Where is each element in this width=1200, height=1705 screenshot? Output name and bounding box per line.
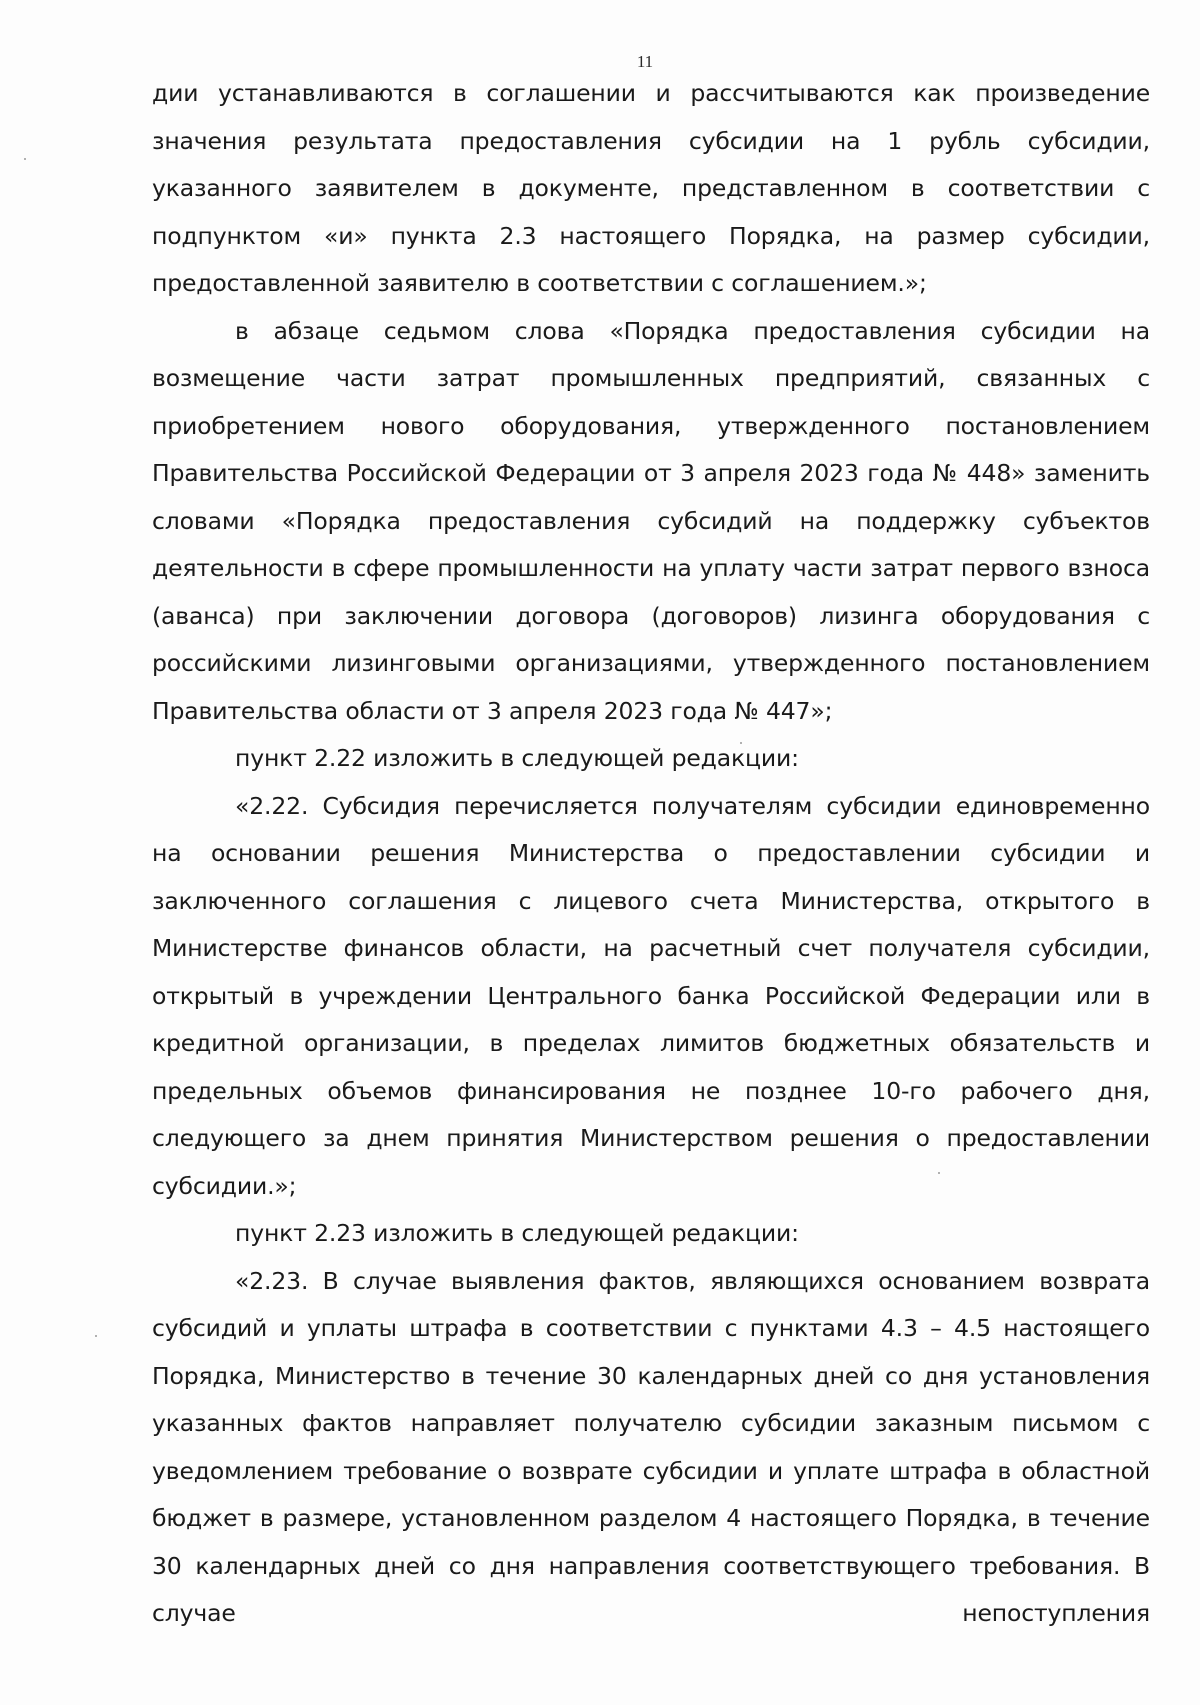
document-body [152, 70, 1150, 1638]
paragraph-continuation: дии устанавливаются в соглашении и рассчитываются как произведение значения результата предоставления субсидии на 1 рубль субсидии, указанного заявителем в документе, представленном в соответствии с подпунктом «и» пункта 2.3 настоящего Порядка, на размер субсидии, предоставленной заявителю в соответствии с соглашением.»; [152, 79, 1150, 297]
paragraph-item-2-22-intro: пункт 2.22 изложить в следующей редакции: [235, 744, 799, 772]
scan-speck [740, 742, 742, 744]
page-number: 11 [636, 52, 654, 71]
scan-speck [24, 158, 26, 160]
paragraph-item-2-22-text: «2.22. Субсидия перечисляется получателям субсидии единовременно на основании решения Министерства о предоставлении субсидии и заключенного соглашения с лицевого счета Министерства, открытого в Министерстве финансов области, на расчетный счет получателя субсидии, открытый в учреждении Центрального банка Российской Федерации или в кредитной организации, в пределах лимитов бюджетных обязательств и предельных объемов финансирования не позднее 10-го рабочего дня, следующего за днем принятия Министерством решения о предоставлении субсидии.»; [152, 791, 1150, 1200]
paragraph-item-2-23-intro: пункт 2.23 изложить в следующей редакции: [235, 1219, 799, 1247]
scan-speck [938, 1172, 940, 1174]
paragraph-item-2-23-text: «2.23. В случае выявления фактов, являющихся основанием возврата субсидий и уплаты штрафа в соответствии с пунктами 4.3 – 4.5 настоящего Порядка, Министерство в течение 30 календарных дней со дня установления указанных фактов направляет получателю субсидии заказным письмом с уведомлением требование о возврате субсидии и уплате штрафа в областной бюджет в размере, установленном разделом 4 настоящего Порядка, в течение 30 календарных дней со дня направления соответствующего требования. В случае непоступления [152, 1266, 1150, 1627]
scan-speck [95, 1335, 97, 1337]
paragraph-amendment-abzac-7: в абзаце седьмом слова «Порядка предоставления субсидии на возмещение части затрат промышленных предприятий, связанных с приобретением нового оборудования, утвержденного постановлением Правительства Российской Федерации от 3 апреля 2023 года № 448» заменить словами «Порядка предоставления субсидий на поддержку субъектов деятельности в сфере промышленности на уплату части затрат первого взноса (аванса) при заключении договора (договоров) лизинга оборудования с российскими лизинговыми организациями, утвержденного постановлением Правительства области от 3 апреля 2023 года № 447»; [152, 316, 1150, 725]
